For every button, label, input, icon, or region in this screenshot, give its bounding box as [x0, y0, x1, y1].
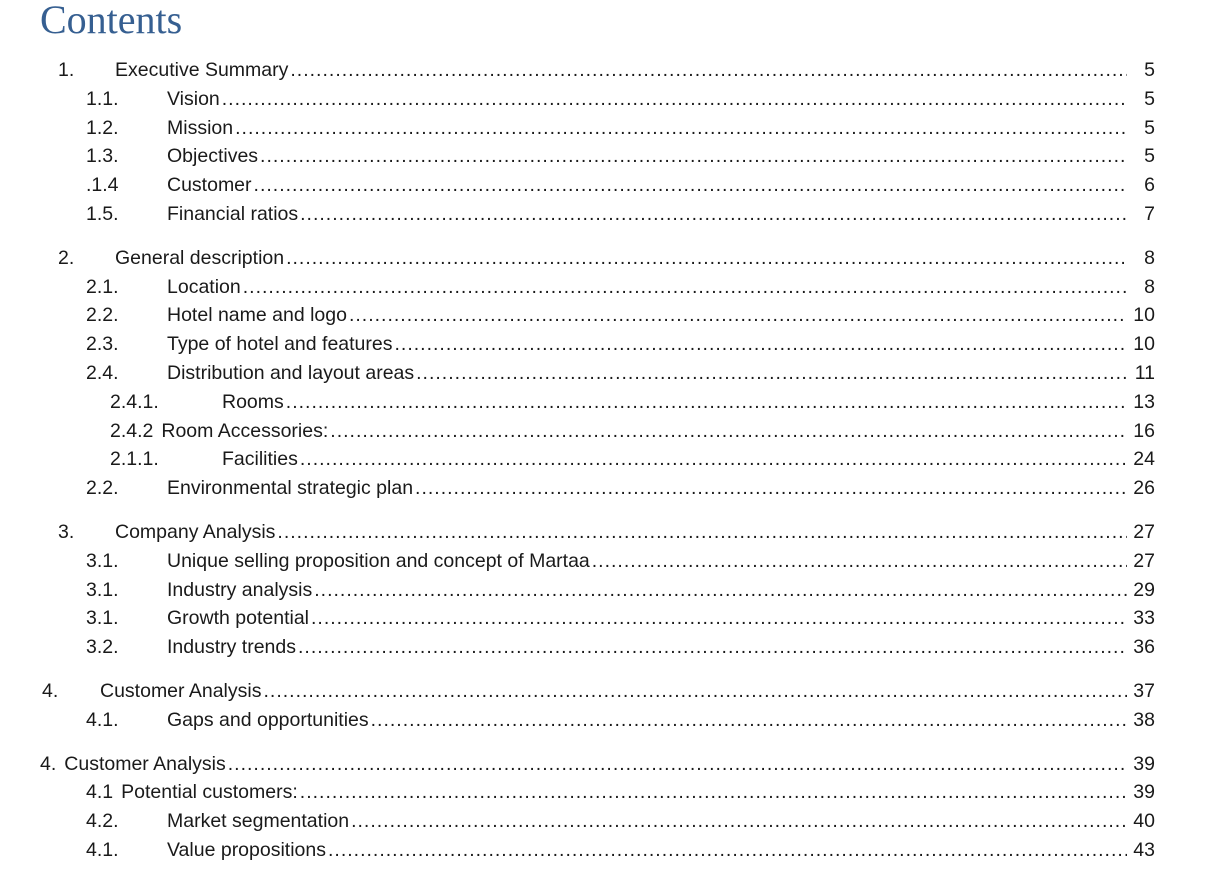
entry-page: 37	[1133, 679, 1155, 702]
entry-page: 5	[1144, 145, 1155, 168]
entry-title: Distribution and layout areas	[167, 361, 415, 384]
entry-number: 3.1.	[86, 607, 119, 630]
entry-page: 39	[1133, 781, 1155, 804]
dot-leader	[290, 56, 1127, 85]
dot-leader	[263, 677, 1127, 706]
entry-page: 5	[1144, 59, 1155, 81]
entry-title: Executive Summary	[115, 59, 289, 81]
toc-entry[interactable]	[0, 200, 1155, 229]
entry-page: 26	[1133, 477, 1155, 500]
toc-entry[interactable]	[0, 836, 1155, 865]
toc-entry[interactable]	[0, 445, 1155, 474]
dot-leader	[416, 359, 1127, 388]
entry-page: 43	[1133, 838, 1155, 861]
entry-title: Unique selling proposition and concept of Martaa	[167, 549, 590, 572]
entry-title: Value propositions	[167, 838, 326, 861]
toc-entry[interactable]	[0, 171, 1155, 200]
entry-title: Company Analysis	[115, 520, 276, 543]
toc	[0, 56, 1155, 865]
entry-title: Market segmentation	[167, 810, 350, 833]
toc-group	[0, 677, 1155, 735]
toc-entry[interactable]	[0, 547, 1155, 576]
entry-number: 4.2.	[86, 810, 119, 833]
dot-leader	[286, 388, 1127, 417]
entry-page: 24	[1133, 448, 1155, 471]
entry-page: 11	[1134, 361, 1155, 384]
entry-title: Customer	[167, 174, 252, 197]
entry-page: 40	[1133, 810, 1155, 833]
entry-number: 2.2.	[86, 477, 119, 500]
toc-entry[interactable]	[0, 114, 1155, 143]
dot-leader	[243, 273, 1127, 302]
dot-leader	[395, 330, 1128, 359]
entry-page: 10	[1133, 304, 1155, 327]
entry-title: Rooms	[222, 390, 284, 413]
entry-page: 27	[1133, 520, 1155, 543]
entry-number: 1.	[58, 59, 75, 81]
entry-page: 13	[1133, 390, 1155, 413]
dot-leader	[330, 417, 1127, 446]
toc-entry[interactable]	[0, 518, 1155, 547]
toc-entry[interactable]	[0, 330, 1155, 359]
entry-number: 4.	[40, 752, 57, 775]
entry-number: 2.4.1.	[110, 390, 159, 413]
toc-entry[interactable]	[0, 244, 1155, 273]
entry-page: 7	[1144, 202, 1155, 225]
dot-leader	[300, 445, 1127, 474]
entry-number: 3.	[58, 520, 75, 543]
toc-entry[interactable]	[0, 677, 1155, 706]
toc-entry[interactable]	[0, 706, 1155, 735]
toc-entry[interactable]	[0, 56, 1155, 85]
entry-number: .1.4	[86, 174, 119, 197]
entry-page: 8	[1144, 246, 1155, 269]
entry-number: 2.	[58, 246, 75, 269]
entry-title: Environmental strategic plan	[167, 477, 414, 500]
toc-group	[0, 750, 1155, 865]
dot-leader	[415, 474, 1127, 503]
dot-leader	[371, 706, 1127, 735]
entry-page: 29	[1133, 578, 1155, 601]
entry-number: 2.2.	[86, 304, 119, 327]
dot-leader	[260, 142, 1127, 171]
entry-number: 1.3.	[86, 145, 119, 168]
entry-number: 2.4.	[86, 361, 119, 384]
entry-page: 39	[1133, 752, 1155, 775]
entry-page: 8	[1144, 275, 1155, 298]
toc-entry[interactable]	[0, 273, 1155, 302]
contents-heading: Contents	[40, 0, 183, 42]
entry-title: Facilities	[222, 448, 298, 471]
entry-number: 3.2.	[86, 636, 119, 659]
dot-leader	[277, 518, 1127, 547]
toc-entry[interactable]	[0, 778, 1155, 807]
toc-entry[interactable]	[0, 85, 1155, 114]
dot-leader	[300, 200, 1127, 229]
toc-entry[interactable]	[0, 604, 1155, 633]
entry-title: Location	[167, 275, 241, 298]
entry-number: 4.1	[86, 781, 114, 804]
entry-title: Type of hotel and features	[167, 333, 393, 356]
toc-entry[interactable]	[0, 359, 1155, 388]
toc-entry[interactable]	[0, 301, 1155, 330]
entry-title: Hotel name and logo	[167, 304, 347, 327]
toc-entry[interactable]	[0, 807, 1155, 836]
toc-entry[interactable]	[0, 142, 1155, 171]
dot-leader	[235, 114, 1127, 143]
entry-number: 4.1.	[86, 708, 119, 731]
entry-title: Industry trends	[167, 636, 296, 659]
entry-number: 2.1.1.	[110, 448, 159, 471]
dot-leader	[349, 301, 1127, 330]
toc-group	[0, 244, 1155, 503]
entry-page: 36	[1133, 636, 1155, 659]
entry-number: 1.2.	[86, 116, 119, 139]
entry-title: General description	[115, 246, 285, 269]
dot-leader	[298, 633, 1127, 662]
dot-leader	[351, 807, 1127, 836]
entry-title: Mission	[167, 116, 234, 139]
entry-title: Potential customers:	[121, 781, 298, 804]
entry-number: 2.3.	[86, 333, 119, 356]
entry-title: Gaps and opportunities	[167, 708, 369, 731]
entry-page: 16	[1133, 419, 1155, 442]
entry-title: Vision	[167, 87, 220, 110]
dot-leader	[314, 576, 1127, 605]
entry-page: 33	[1133, 607, 1155, 630]
entry-page: 27	[1133, 549, 1155, 572]
toc-group	[0, 518, 1155, 662]
dot-leader	[328, 836, 1127, 865]
entry-title: Industry analysis	[167, 578, 313, 601]
entry-title: Customer Analysis	[64, 752, 226, 775]
entry-number: 3.1.	[86, 578, 119, 601]
entry-number: 1.1.	[86, 87, 119, 110]
entry-number: 2.4.2	[110, 419, 154, 442]
entry-number: 4.1.	[86, 838, 119, 861]
entry-number: 3.1.	[86, 549, 119, 572]
toc-entry[interactable]	[0, 633, 1155, 662]
toc-entry[interactable]	[0, 474, 1155, 503]
dot-leader	[228, 750, 1127, 779]
entry-page: 10	[1133, 333, 1155, 356]
toc-entry[interactable]	[0, 576, 1155, 605]
dot-leader	[286, 244, 1127, 273]
entry-page: 5	[1144, 116, 1155, 139]
toc-entry[interactable]	[0, 417, 1155, 446]
entry-title: Growth potential	[167, 607, 309, 630]
dot-leader	[222, 85, 1127, 114]
entry-title: Objectives	[167, 145, 259, 168]
dot-leader	[254, 171, 1127, 200]
entry-title: Room Accessories:	[161, 419, 329, 442]
toc-entry[interactable]	[0, 750, 1155, 779]
toc-group	[0, 56, 1155, 229]
entry-title: Financial ratios	[167, 202, 299, 225]
entry-page: 38	[1133, 708, 1155, 731]
entry-title: Customer Analysis	[100, 679, 262, 702]
entry-number: 2.1.	[86, 275, 119, 298]
dot-leader	[592, 547, 1127, 576]
entry-number: 1.5.	[86, 202, 119, 225]
entry-number: 4.	[42, 679, 59, 702]
dot-leader	[311, 604, 1127, 633]
entry-page: 6	[1144, 174, 1155, 197]
toc-entry[interactable]	[0, 388, 1155, 417]
dot-leader	[300, 778, 1127, 807]
entry-page: 5	[1144, 87, 1155, 110]
